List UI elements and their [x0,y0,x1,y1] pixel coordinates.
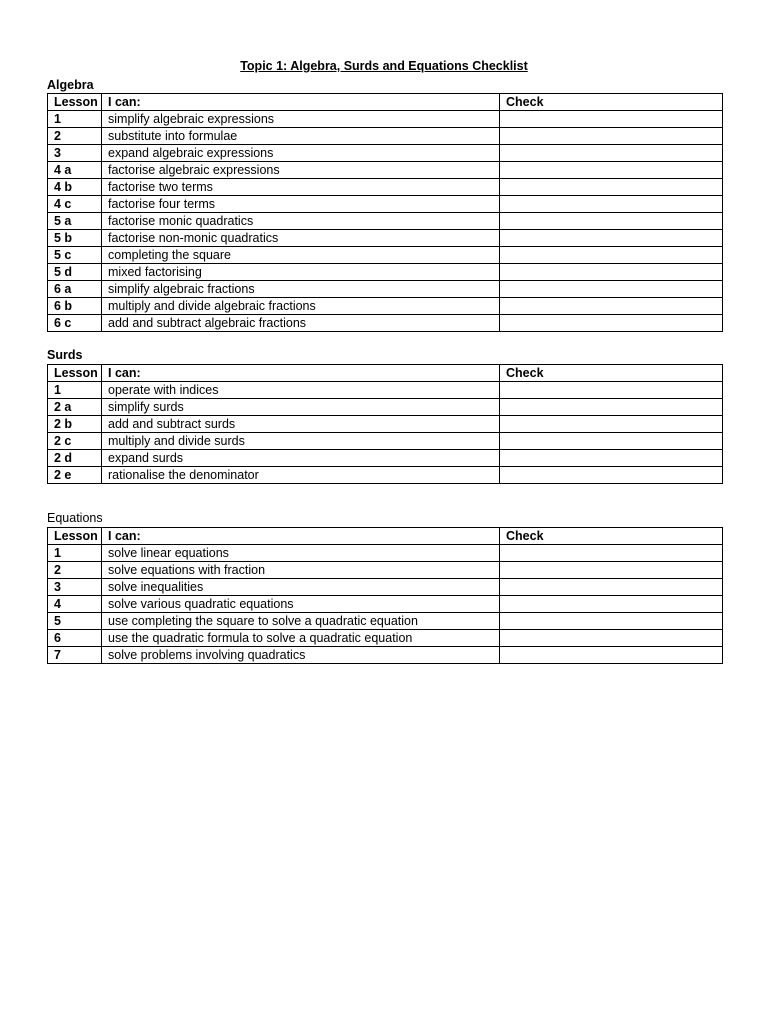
objective-cell: completing the square [102,247,500,264]
check-cell[interactable] [500,315,723,332]
table-header-row [48,94,723,111]
section-label-algebra: Algebra [47,78,94,92]
table-row [48,596,723,613]
table-row [48,613,723,630]
table-row [48,579,723,596]
check-cell[interactable] [500,596,723,613]
check-cell[interactable] [500,450,723,467]
table-row [48,382,723,399]
table-row [48,213,723,230]
objective-cell: factorise two terms [102,179,500,196]
lesson-cell: 3 [48,145,102,162]
table-row [48,230,723,247]
objective-cell: add and subtract algebraic fractions [102,315,500,332]
lesson-cell: 4 [48,596,102,613]
check-cell[interactable] [500,467,723,484]
table-row [48,562,723,579]
lesson-cell: 5 d [48,264,102,281]
lesson-cell: 1 [48,545,102,562]
check-cell[interactable] [500,162,723,179]
table-row [48,162,723,179]
check-cell[interactable] [500,145,723,162]
check-cell[interactable] [500,647,723,664]
lesson-cell: 5 c [48,247,102,264]
check-cell[interactable] [500,213,723,230]
lesson-cell: 2 b [48,416,102,433]
lesson-cell: 1 [48,111,102,128]
objective-cell: solve problems involving quadratics [102,647,500,664]
lesson-cell: 2 [48,562,102,579]
objective-cell: operate with indices [102,382,500,399]
check-cell[interactable] [500,562,723,579]
table-row [48,416,723,433]
objective-cell: factorise non-monic quadratics [102,230,500,247]
objective-cell: expand surds [102,450,500,467]
lesson-cell: 4 b [48,179,102,196]
objective-cell: solve linear equations [102,545,500,562]
objective-cell: solve various quadratic equations [102,596,500,613]
objective-cell: simplify algebraic fractions [102,281,500,298]
check-cell[interactable] [500,264,723,281]
table-row [48,315,723,332]
check-cell[interactable] [500,179,723,196]
objective-cell: use completing the square to solve a quadratic equation [102,613,500,630]
table-row [48,264,723,281]
lesson-cell: 2 a [48,399,102,416]
check-cell[interactable] [500,382,723,399]
check-cell[interactable] [500,545,723,562]
check-cell[interactable] [500,196,723,213]
table-row [48,399,723,416]
algebra-table [47,93,723,332]
objective-cell: factorise four terms [102,196,500,213]
lesson-cell: 5 b [48,230,102,247]
objective-cell: factorise algebraic expressions [102,162,500,179]
column-header-lesson: Lesson [48,528,102,545]
table-row [48,111,723,128]
column-header-ican: I can: [102,94,500,111]
check-cell[interactable] [500,128,723,145]
table-row [48,647,723,664]
lesson-cell: 6 a [48,281,102,298]
column-header-ican: I can: [102,365,500,382]
check-cell[interactable] [500,416,723,433]
lesson-cell: 4 a [48,162,102,179]
column-header-lesson: Lesson [48,365,102,382]
check-cell[interactable] [500,433,723,450]
table-row [48,450,723,467]
lesson-cell: 2 [48,128,102,145]
objective-cell: factorise monic quadratics [102,213,500,230]
lesson-cell: 2 e [48,467,102,484]
table-row [48,128,723,145]
objective-cell: substitute into formulae [102,128,500,145]
column-header-check: Check [500,94,723,111]
lesson-cell: 7 [48,647,102,664]
table-header-row [48,528,723,545]
table-row [48,247,723,264]
surds-table [47,364,723,484]
check-cell[interactable] [500,230,723,247]
table-row [48,179,723,196]
check-cell[interactable] [500,281,723,298]
table-row [48,145,723,162]
objective-cell: solve equations with fraction [102,562,500,579]
lesson-cell: 6 b [48,298,102,315]
lesson-cell: 5 [48,613,102,630]
table-row [48,630,723,647]
page-title: Topic 1: Algebra, Surds and Equations Checklist [240,59,528,73]
objective-cell: multiply and divide surds [102,433,500,450]
table-row [48,433,723,450]
check-cell[interactable] [500,399,723,416]
table-row [48,281,723,298]
objective-cell: simplify algebraic expressions [102,111,500,128]
table-header-row [48,365,723,382]
objective-cell: rationalise the denominator [102,467,500,484]
objective-cell: add and subtract surds [102,416,500,433]
section-label-surds: Surds [47,348,83,362]
check-cell[interactable] [500,579,723,596]
lesson-cell: 6 c [48,315,102,332]
check-cell[interactable] [500,630,723,647]
column-header-lesson: Lesson [48,94,102,111]
lesson-cell: 2 c [48,433,102,450]
check-cell[interactable] [500,298,723,315]
objective-cell: expand algebraic expressions [102,145,500,162]
section-label-equations: Equations [47,511,103,525]
objective-cell: use the quadratic formula to solve a quadratic equation [102,630,500,647]
objective-cell: solve inequalities [102,579,500,596]
check-cell[interactable] [500,111,723,128]
column-header-check: Check [500,528,723,545]
table-row [48,196,723,213]
lesson-cell: 4 c [48,196,102,213]
objective-cell: mixed factorising [102,264,500,281]
table-row [48,298,723,315]
lesson-cell: 3 [48,579,102,596]
equations-table [47,527,723,664]
objective-cell: simplify surds [102,399,500,416]
lesson-cell: 6 [48,630,102,647]
table-row [48,467,723,484]
objective-cell: multiply and divide algebraic fractions [102,298,500,315]
lesson-cell: 2 d [48,450,102,467]
table-row [48,545,723,562]
check-cell[interactable] [500,613,723,630]
lesson-cell: 1 [48,382,102,399]
column-header-check: Check [500,365,723,382]
column-header-ican: I can: [102,528,500,545]
check-cell[interactable] [500,247,723,264]
lesson-cell: 5 a [48,213,102,230]
